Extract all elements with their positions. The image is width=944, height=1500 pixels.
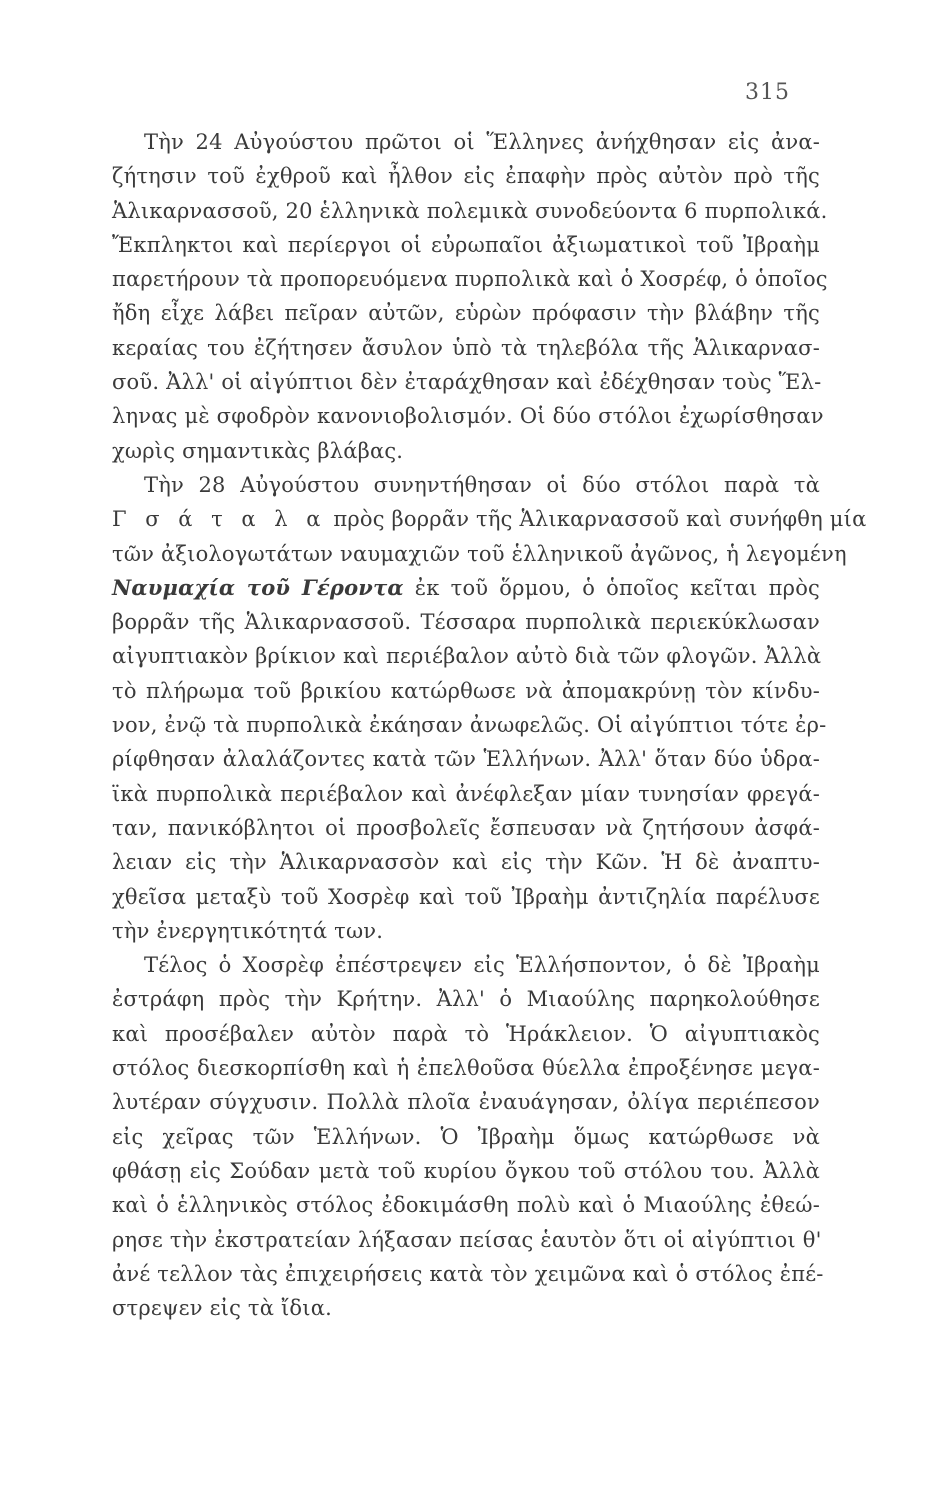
text-line: βορρᾶν τῆς Ἁλικαρνασσοῦ. Τέσσαρα πυρπολικὰ περιεκύκλωσαν <box>112 610 820 635</box>
body-text <box>112 125 867 1325</box>
paragraph <box>112 125 828 468</box>
text-line: στόλος διεσκορπίσθη καὶ ἡ ἐπελθοῦσα θύελλα ἐπροξένησε μεγα- <box>112 1056 820 1081</box>
text-line: τὸ πλήρωμα τοῦ βρικίου κατώρθωσε νὰ ἀπομακρύνῃ τὸν κίνδυ- <box>112 678 820 703</box>
paragraph <box>112 948 824 1325</box>
text-line: κεραίας του ἐζήτησεν ἄσυλον ὑπὸ τὰ τηλεβόλα τῆς Ἁλικαρνασ- <box>112 335 820 360</box>
text-line: ἐστράφη πρὸς τὴν Κρήτην. Ἀλλ' ὁ Μιαούλης παρηκολούθησε <box>112 987 820 1012</box>
text-line: στρεψεν εἰς τὰ ἴδια. <box>112 1296 332 1321</box>
text-line: χωρὶς σημαντικὰς βλάβας. <box>112 438 404 463</box>
text-line: αἰγυπτιακὸν βρίκιον καὶ περιέβαλον αὐτὸ διὰ τῶν φλογῶν. Ἀλλὰ <box>112 644 822 669</box>
emphasized-title: Ναυμαχία τοῦ Γέροντα <box>112 574 404 600</box>
text-line: χθεῖσα μεταξὺ τοῦ Χοσρὲφ καὶ τοῦ Ἰβραὴμ ἀντιζηλία παρέλυσε <box>112 884 820 909</box>
text-line: Γ σ ά τ α λ α πρὸς βορρᾶν τῆς Ἁλικαρνασσοῦ καὶ συνήφθη μία <box>112 507 867 532</box>
text-line: ϊκὰ πυρπολικὰ περιέβαλον καὶ ἀνέφλεξαν μίαν τυνησίαν φρεγά- <box>112 781 820 806</box>
text-line: ἀνέ τελλον τὰς ἐπιχειρήσεις κατὰ τὸν χειμῶνα καὶ ὁ στόλος ἐπέ- <box>112 1261 824 1286</box>
text-line: νον, ἐνῷ τὰ πυρπολικὰ ἐκάησαν ἀνωφελῶς. Οἱ αἰγύπτιοι τότε ἐρ- <box>112 713 827 738</box>
text-line: καὶ ὁ ἑλληνικὸς στόλος ἐδοκιμάσθη πολὺ καὶ ὁ Μιαούλης ἐθεώ- <box>112 1193 820 1218</box>
text-line: παρετήρουν τὰ προπορευόμενα πυρπολικὰ καὶ ὁ Χοσρέφ, ὁ ὁποῖος <box>112 267 828 292</box>
paragraph <box>112 468 867 948</box>
text-line: ἤδη εἶχε λάβει πεῖραν αὐτῶν, εὑρὼν πρόφασιν τὴν βλάβην τῆς <box>112 301 820 326</box>
text-line: Τὴν 24 Αὐγούστου πρῶτοι οἱ Ἕλληνες ἀνήχθησαν εἰς ἀνα- <box>144 130 820 154</box>
text-line: φθάσῃ εἰς Σούδαν μετὰ τοῦ κυρίου ὄγκου τοῦ στόλου του. Ἀλλὰ <box>112 1158 820 1183</box>
spaced-placename: Γ σ ά τ α λ α <box>112 507 327 532</box>
text-line: Τὴν 28 Αὐγούστου συνηντήθησαν οἱ δύο στόλοι παρὰ τὰ <box>144 472 820 497</box>
text-line: τὴν ἐνεργητικότητά των. <box>112 918 384 943</box>
text-line: εἰς χεῖρας τῶν Ἑλλήνων. Ὁ Ἰβραὴμ ὅμως κατώρθωσε νὰ <box>112 1124 820 1149</box>
text-line: ληνας μὲ σφοδρὸν κανονιοβολισμόν. Οἱ δύο στόλοι ἐχωρίσθησαν <box>112 404 824 429</box>
text-line: Τέλος ὁ Χοσρὲφ ἐπέστρεψεν εἰς Ἑλλήσποντον, ὁ δὲ Ἰβραὴμ <box>144 953 820 978</box>
text-line: σοῦ. Ἀλλ' οἱ αἰγύπτιοι δὲν ἐταράχθησαν καὶ ἐδέχθησαν τοὺς Ἕλ- <box>112 370 822 395</box>
text-line: λειαν εἰς τὴν Ἁλικαρνασσὸν καὶ εἰς τὴν Κῶν. Ἡ δὲ ἀναπτυ- <box>112 850 820 875</box>
text-line: Ἔκπληκτοι καὶ περίεργοι οἱ εὐρωπαῖοι ἀξιωματικοὶ τοῦ Ἰβραὴμ <box>112 232 820 257</box>
text-line: λυτέραν σύγχυσιν. Πολλὰ πλοῖα ἐναυάγησαν, ὀλίγα περιέπεσον <box>112 1090 820 1115</box>
text-line: Ἁλικαρνασσοῦ, 20 ἑλληνικὰ πολεμικὰ συνοδεύοντα 6 πυρπολικά. <box>112 198 828 223</box>
text-line: Ναυμαχία τοῦ Γέροντα ἐκ τοῦ ὅρμου, ὁ ὁποῖος κεῖται πρὸς <box>112 574 820 600</box>
text-line: ρίφθησαν ἀλαλάζοντες κατὰ τῶν Ἑλλήνων. Ἀλλ' ὅταν δύο ὑδρα- <box>112 747 820 772</box>
text-line: ρησε τὴν ἐκστρατείαν λήξασαν πείσας ἑαυτὸν ὅτι οἱ αἰγύπτιοι θ' <box>112 1227 822 1252</box>
text-line: τῶν ἀξιολογωτάτων ναυμαχιῶν τοῦ ἑλληνικοῦ ἀγῶνος, ἡ λεγομένη <box>112 541 847 566</box>
text-line: καὶ προσέβαλεν αὐτὸν παρὰ τὸ Ἡράκλειον. Ὁ αἰγυπτιακὸς <box>112 1021 820 1046</box>
text-line: ταν, πανικόβλητοι οἱ προσβολεῖς ἔσπευσαν νὰ ζητήσουν ἀσφά- <box>112 815 820 840</box>
text-line: ζήτησιν τοῦ ἐχθροῦ καὶ ἦλθον εἰς ἐπαφὴν πρὸς αὐτὸν πρὸ τῆς <box>112 164 820 189</box>
page-number: 315 <box>745 80 790 105</box>
